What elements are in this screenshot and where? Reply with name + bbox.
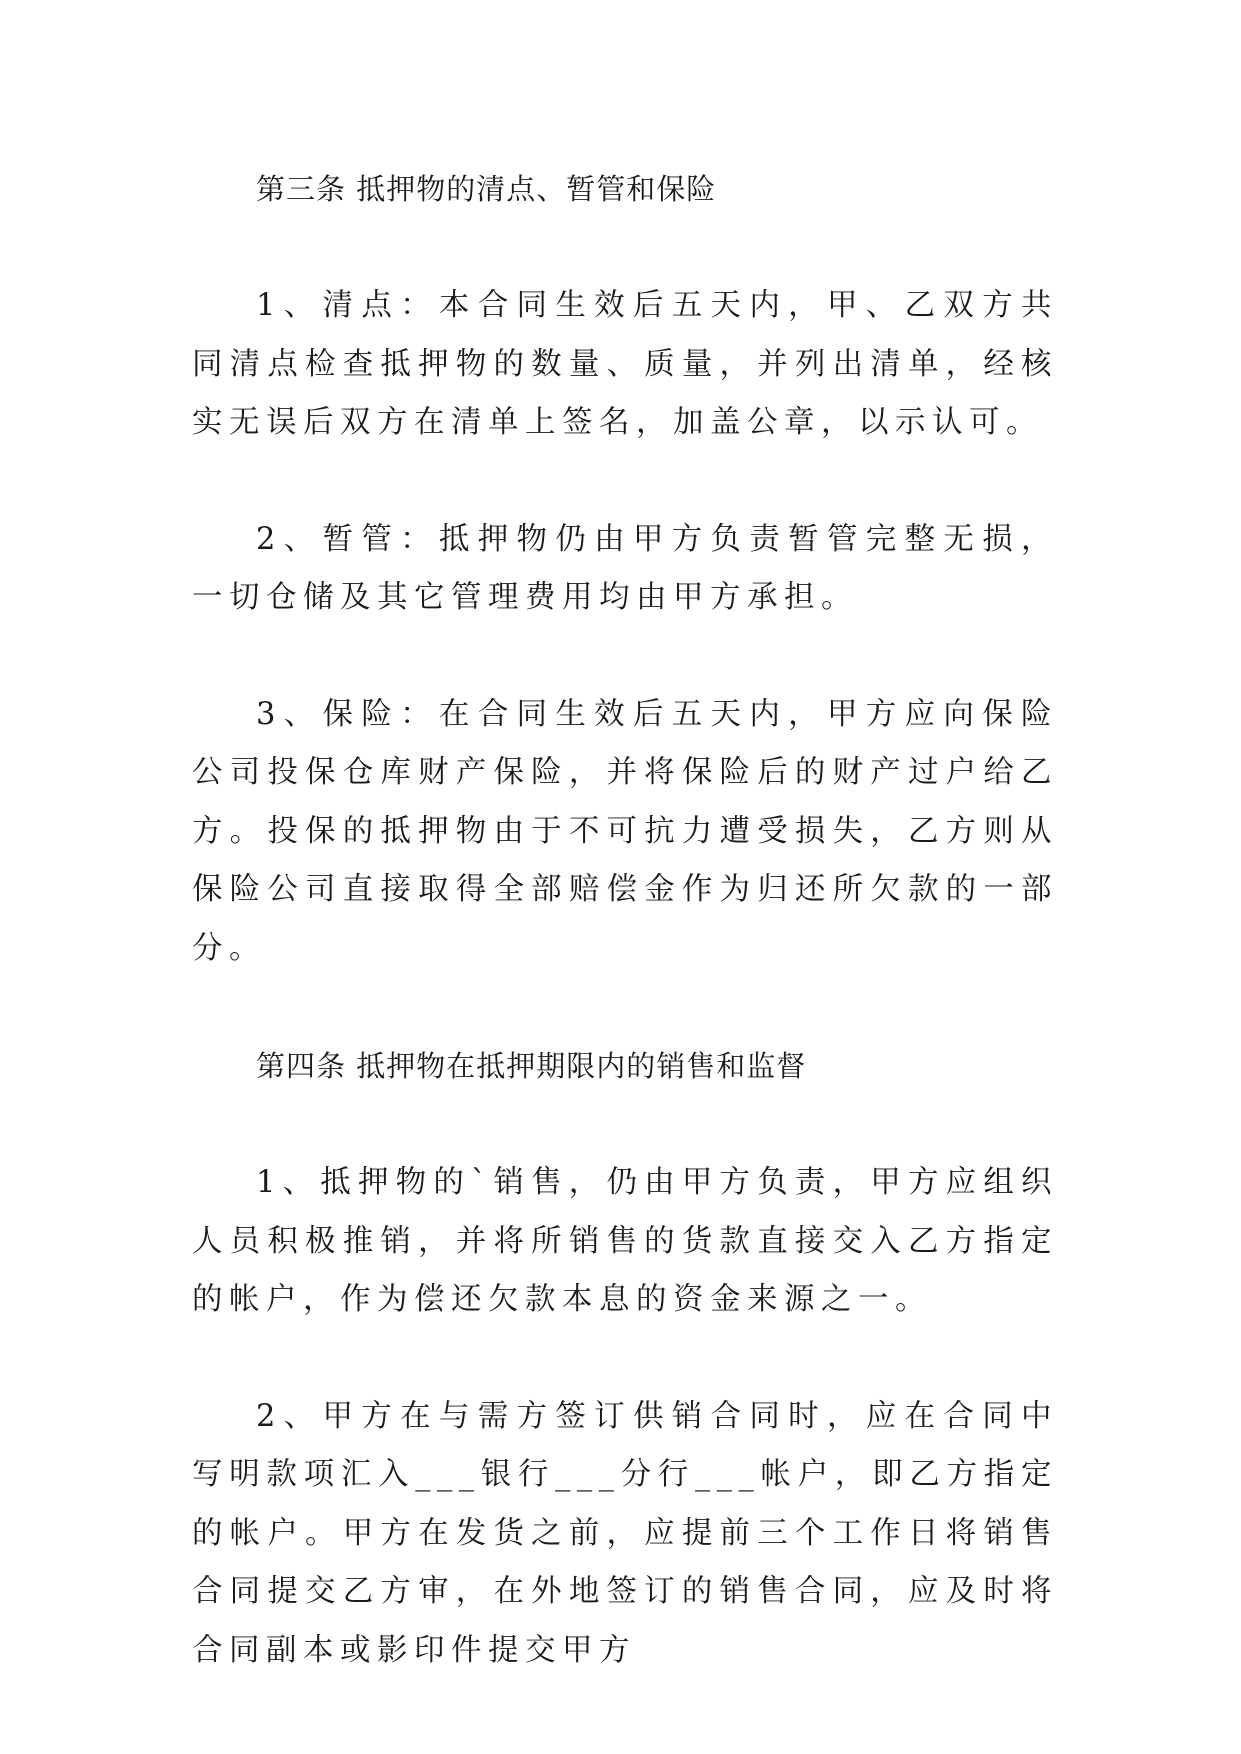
article-3-clause-1: 1、清点：本合同生效后五天内，甲、乙双方共同清点检查抵押物的数量、质量，并列出清单，经核实无误后双方在清单上签名，加盖公章，以示认可。	[192, 288, 1058, 440]
article-4-clause-2: 2、甲方在与需方签订供销合同时，应在合同中写明款项汇入___银行___分行___帐户，即乙方指定的帐户。甲方在发货之前，应提前三个工作日将销售合同提交乙方审，在外地签订的销售合同，应及时将合同副本或影印件提交甲方	[192, 1398, 1058, 1668]
document-body	[192, 160, 1058, 1680]
article-3-heading: 第三条 抵押物的清点、暂管和保险	[256, 172, 717, 206]
article-4-heading: 第四条 抵押物在抵押期限内的销售和监督	[256, 1049, 807, 1083]
article-4-clause-1: 1、抵押物的`销售，仍由甲方负责，甲方应组织人员积极推销，并将所销售的货款直接交入乙方指定的帐户，作为偿还欠款本息的资金来源之一。	[192, 1165, 1058, 1317]
article-3-clause-2: 2、暂管：抵押物仍由甲方负责暂管完整无损，一切仓储及其它管理费用均由甲方承担。	[192, 521, 1058, 615]
article-3-clause-3: 3、保险：在合同生效后五天内，甲方应向保险公司投保仓库财产保险，并将保险后的财产过户给乙方。投保的抵押物由于不可抗力遭受损失，乙方则从保险公司直接取得全部赔偿金作为归还所欠款的一部分。	[192, 696, 1058, 966]
